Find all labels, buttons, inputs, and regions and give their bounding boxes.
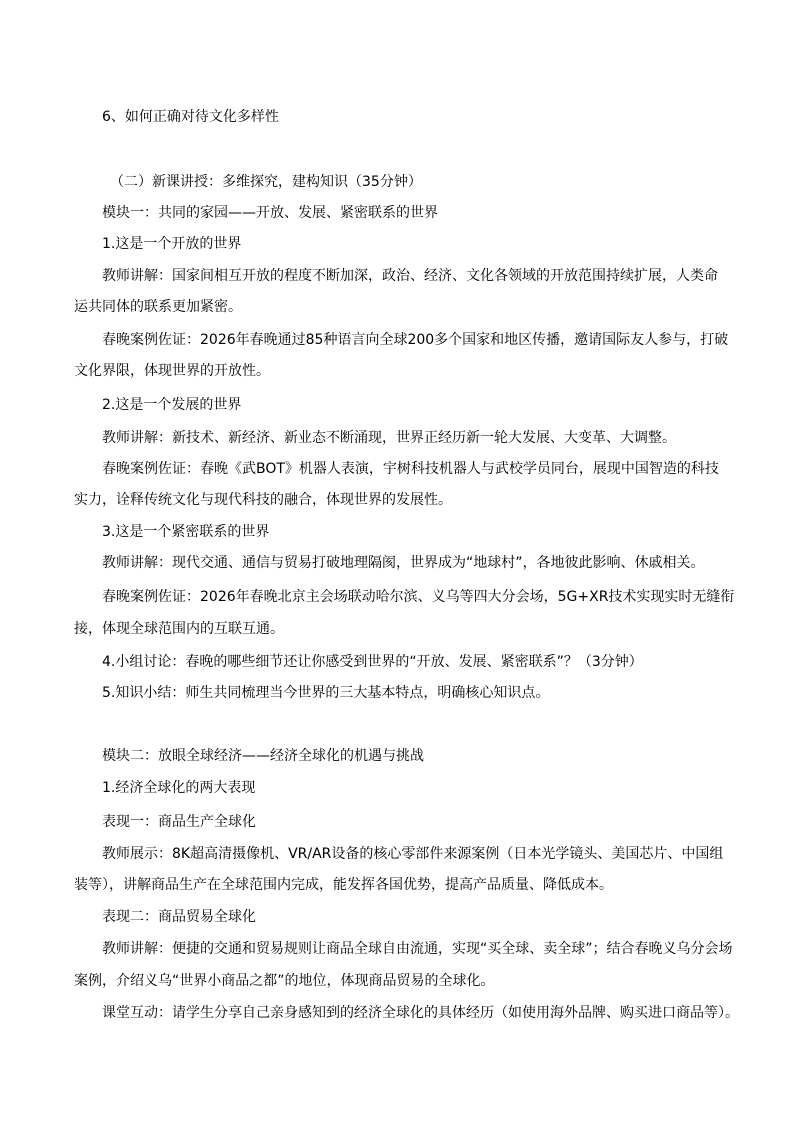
- module-two-heading: 模块二：放眼全球经济——经济全球化的机遇与挑战: [102, 748, 424, 764]
- paragraph-line: 接，体现全球范围内的互联互通。: [74, 621, 284, 637]
- classroom-interaction: 课堂互动：请学生分享自己亲身感知到的经济全球化的具体经历（如使用海外品牌、购买进口商品等）。: [102, 1005, 739, 1021]
- paragraph-line: 春晚案例佐证：2026年春晚通过85种语言向全球200多个国家和地区传播，邀请国际友人参与，打破: [102, 332, 729, 348]
- paragraph-line: 教师讲解：国家间相互开放的程度不断加深，政治、经济、文化各领域的开放范围持续扩展，人类命: [102, 268, 718, 284]
- paragraph-line: 教师讲解：现代交通、通信与贸易打破地理隔阂，世界成为“地球村”，各地彼此影响、休戚相关。: [102, 555, 705, 571]
- paragraph-line: 春晚案例佐证：2026年春晚北京主会场联动哈尔滨、义乌等四大分会场，5G+XR技术实现实时无缝衔: [102, 589, 735, 605]
- paragraph-line: 装等），讲解商品生产在全球范围内完成，能发挥各国优势，提高产品质量、降低成本。: [74, 877, 613, 893]
- paragraph-line: 教师讲解：新技术、新经济、新业态不断涌现，世界正经历新一轮大发展、大变革、大调整。: [102, 430, 676, 446]
- paragraph-line: 教师展示：8K超高清摄像机、VR/AR设备的核心零部件来源案例（日本光学镜头、美国芯片、中国组: [102, 846, 724, 862]
- paragraph-line: 实力，诠释传统文化与现代科技的融合，体现世界的发展性。: [74, 492, 452, 508]
- paragraph-line: 案例，介绍义乌“世界小商品之都”的地位，体现商品贸易的全球化。: [74, 973, 495, 989]
- section-heading: （二）新课讲授：多维探究，建构知识（35分钟）: [110, 174, 422, 190]
- knowledge-summary: 5.知识小结：师生共同梳理当今世界的三大基本特点，明确核心知识点。: [102, 685, 550, 701]
- point-3-heading: 3.这是一个紧密联系的世界: [102, 524, 270, 540]
- question-6: 6、如何正确对待文化多样性: [102, 109, 279, 125]
- paragraph-line: 春晚案例佐证：春晚《武BOT》机器人表演，宇树科技机器人与武校学员同台，展现中国智造的科技: [102, 461, 719, 477]
- group-discussion: 4.小组讨论：春晚的哪些细节还让你感受到世界的“开放、发展、紧密联系”？（3分钟）: [102, 654, 643, 670]
- point-2-heading: 2.这是一个发展的世界: [102, 397, 242, 413]
- module-one-heading: 模块一：共同的家园——开放、发展、紧密联系的世界: [102, 205, 438, 221]
- paragraph-line: 教师讲解：便捷的交通和贸易规则让商品全球自由流通，实现“买全球、卖全球”；结合春晚义乌分会场: [102, 941, 733, 957]
- subheading: 表现一：商品生产全球化: [102, 814, 256, 830]
- paragraph-line: 运共同体的联系更加紧密。: [74, 299, 242, 315]
- point-1-heading: 1.这是一个开放的世界: [102, 236, 242, 252]
- paragraph-line: 文化界限，体现世界的开放性。: [74, 363, 270, 379]
- point-heading: 1.经济全球化的两大表现: [102, 780, 256, 796]
- subheading: 表现二：商品贸易全球化: [102, 909, 256, 925]
